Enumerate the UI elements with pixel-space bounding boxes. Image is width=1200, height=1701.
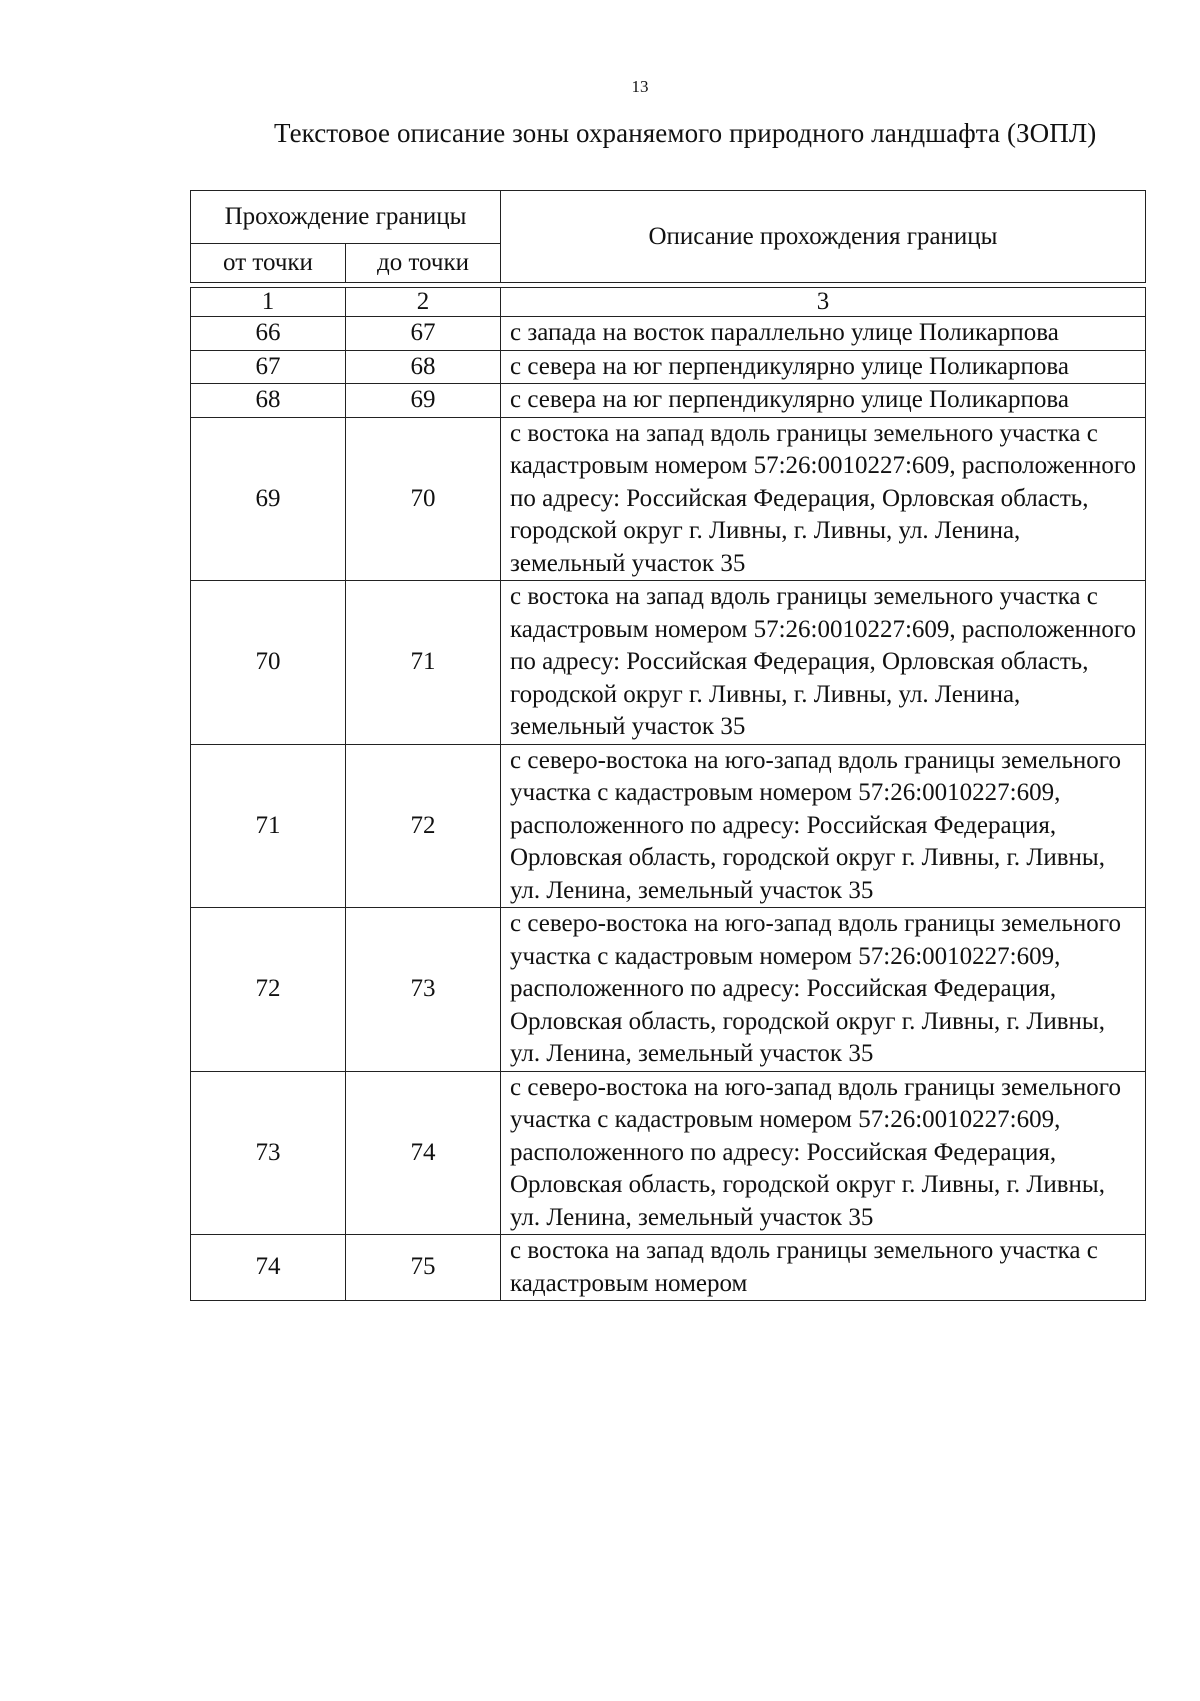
- description-cell: с севера на юг перпендикулярно улице Поликарпова: [501, 350, 1146, 384]
- header-boundary-passage: Прохождение границы: [191, 191, 501, 244]
- to-point-cell: 72: [346, 744, 501, 908]
- description-cell: с востока на запад вдоль границы земельного участка с кадастровым номером 57:26:0010227:609, расположенного по адресу: Российская Федерация, Орловская область, городской округ г. Ливны, г. Ливны, ул. Ленина, земельный участок 35: [501, 417, 1146, 581]
- table-row: [191, 908, 1146, 1072]
- from-point-cell: 71: [191, 744, 346, 908]
- description-cell: с северо-востока на юго-запад вдоль границы земельного участка с кадастровым номером 57:26:0010227:609, расположенного по адресу: Российская Федерация, Орловская область, городской округ г. Ливны, г. Ливны, ул. Ленина, земельный участок 35: [501, 1071, 1146, 1235]
- to-point-cell: 74: [346, 1071, 501, 1235]
- table-row: [191, 417, 1146, 581]
- from-point-cell: 73: [191, 1071, 346, 1235]
- column-number: 1: [191, 288, 346, 317]
- description-cell: с запада на восток параллельно улице Поликарпова: [501, 317, 1146, 351]
- header-to-point: до точки: [346, 244, 501, 283]
- page-number: 13: [631, 77, 649, 96]
- description-cell: с северо-востока на юго-запад вдоль границы земельного участка с кадастровым номером 57:26:0010227:609, расположенного по адресу: Российская Федерация, Орловская область, городской округ г. Ливны, г. Ливны, ул. Ленина, земельный участок 35: [501, 744, 1146, 908]
- column-number: 3: [501, 288, 1146, 317]
- boundary-table: [190, 287, 1146, 1301]
- description-cell: с севера на юг перпендикулярно улице Поликарпова: [501, 384, 1146, 418]
- table-row: [191, 350, 1146, 384]
- table-row: [191, 1071, 1146, 1235]
- to-point-cell: 69: [346, 384, 501, 418]
- from-point-cell: 74: [191, 1235, 346, 1301]
- to-point-cell: 70: [346, 417, 501, 581]
- document-title: Текстовое описание зоны охраняемого природного ландшафта (ЗОПЛ): [274, 118, 1097, 148]
- to-point-cell: 75: [346, 1235, 501, 1301]
- to-point-cell: 71: [346, 581, 501, 745]
- header-description: Описание прохождения границы: [501, 191, 1146, 283]
- table-row: [191, 384, 1146, 418]
- from-point-cell: 68: [191, 384, 346, 418]
- to-point-cell: 67: [346, 317, 501, 351]
- description-cell: с северо-востока на юго-запад вдоль границы земельного участка с кадастровым номером 57:26:0010227:609, расположенного по адресу: Российская Федерация, Орловская область, городской округ г. Ливны, г. Ливны, ул. Ленина, земельный участок 35: [501, 908, 1146, 1072]
- table-row: [191, 744, 1146, 908]
- column-number: 2: [346, 288, 501, 317]
- table-row: [191, 581, 1146, 745]
- from-point-cell: 67: [191, 350, 346, 384]
- description-cell: с востока на запад вдоль границы земельного участка с кадастровым номером 57:26:0010227:609, расположенного по адресу: Российская Федерация, Орловская область, городской округ г. Ливны, г. Ливны, ул. Ленина, земельный участок 35: [501, 581, 1146, 745]
- table-row: [191, 1235, 1146, 1301]
- to-point-cell: 68: [346, 350, 501, 384]
- header-from-point: от точки: [191, 244, 346, 283]
- to-point-cell: 73: [346, 908, 501, 1072]
- column-numbering-row: [191, 288, 1146, 317]
- from-point-cell: 69: [191, 417, 346, 581]
- from-point-cell: 70: [191, 581, 346, 745]
- table-row: [191, 317, 1146, 351]
- from-point-cell: 72: [191, 908, 346, 1072]
- description-cell: с востока на запад вдоль границы земельного участка с кадастровым номером: [501, 1235, 1146, 1301]
- table-header: [190, 190, 1146, 283]
- from-point-cell: 66: [191, 317, 346, 351]
